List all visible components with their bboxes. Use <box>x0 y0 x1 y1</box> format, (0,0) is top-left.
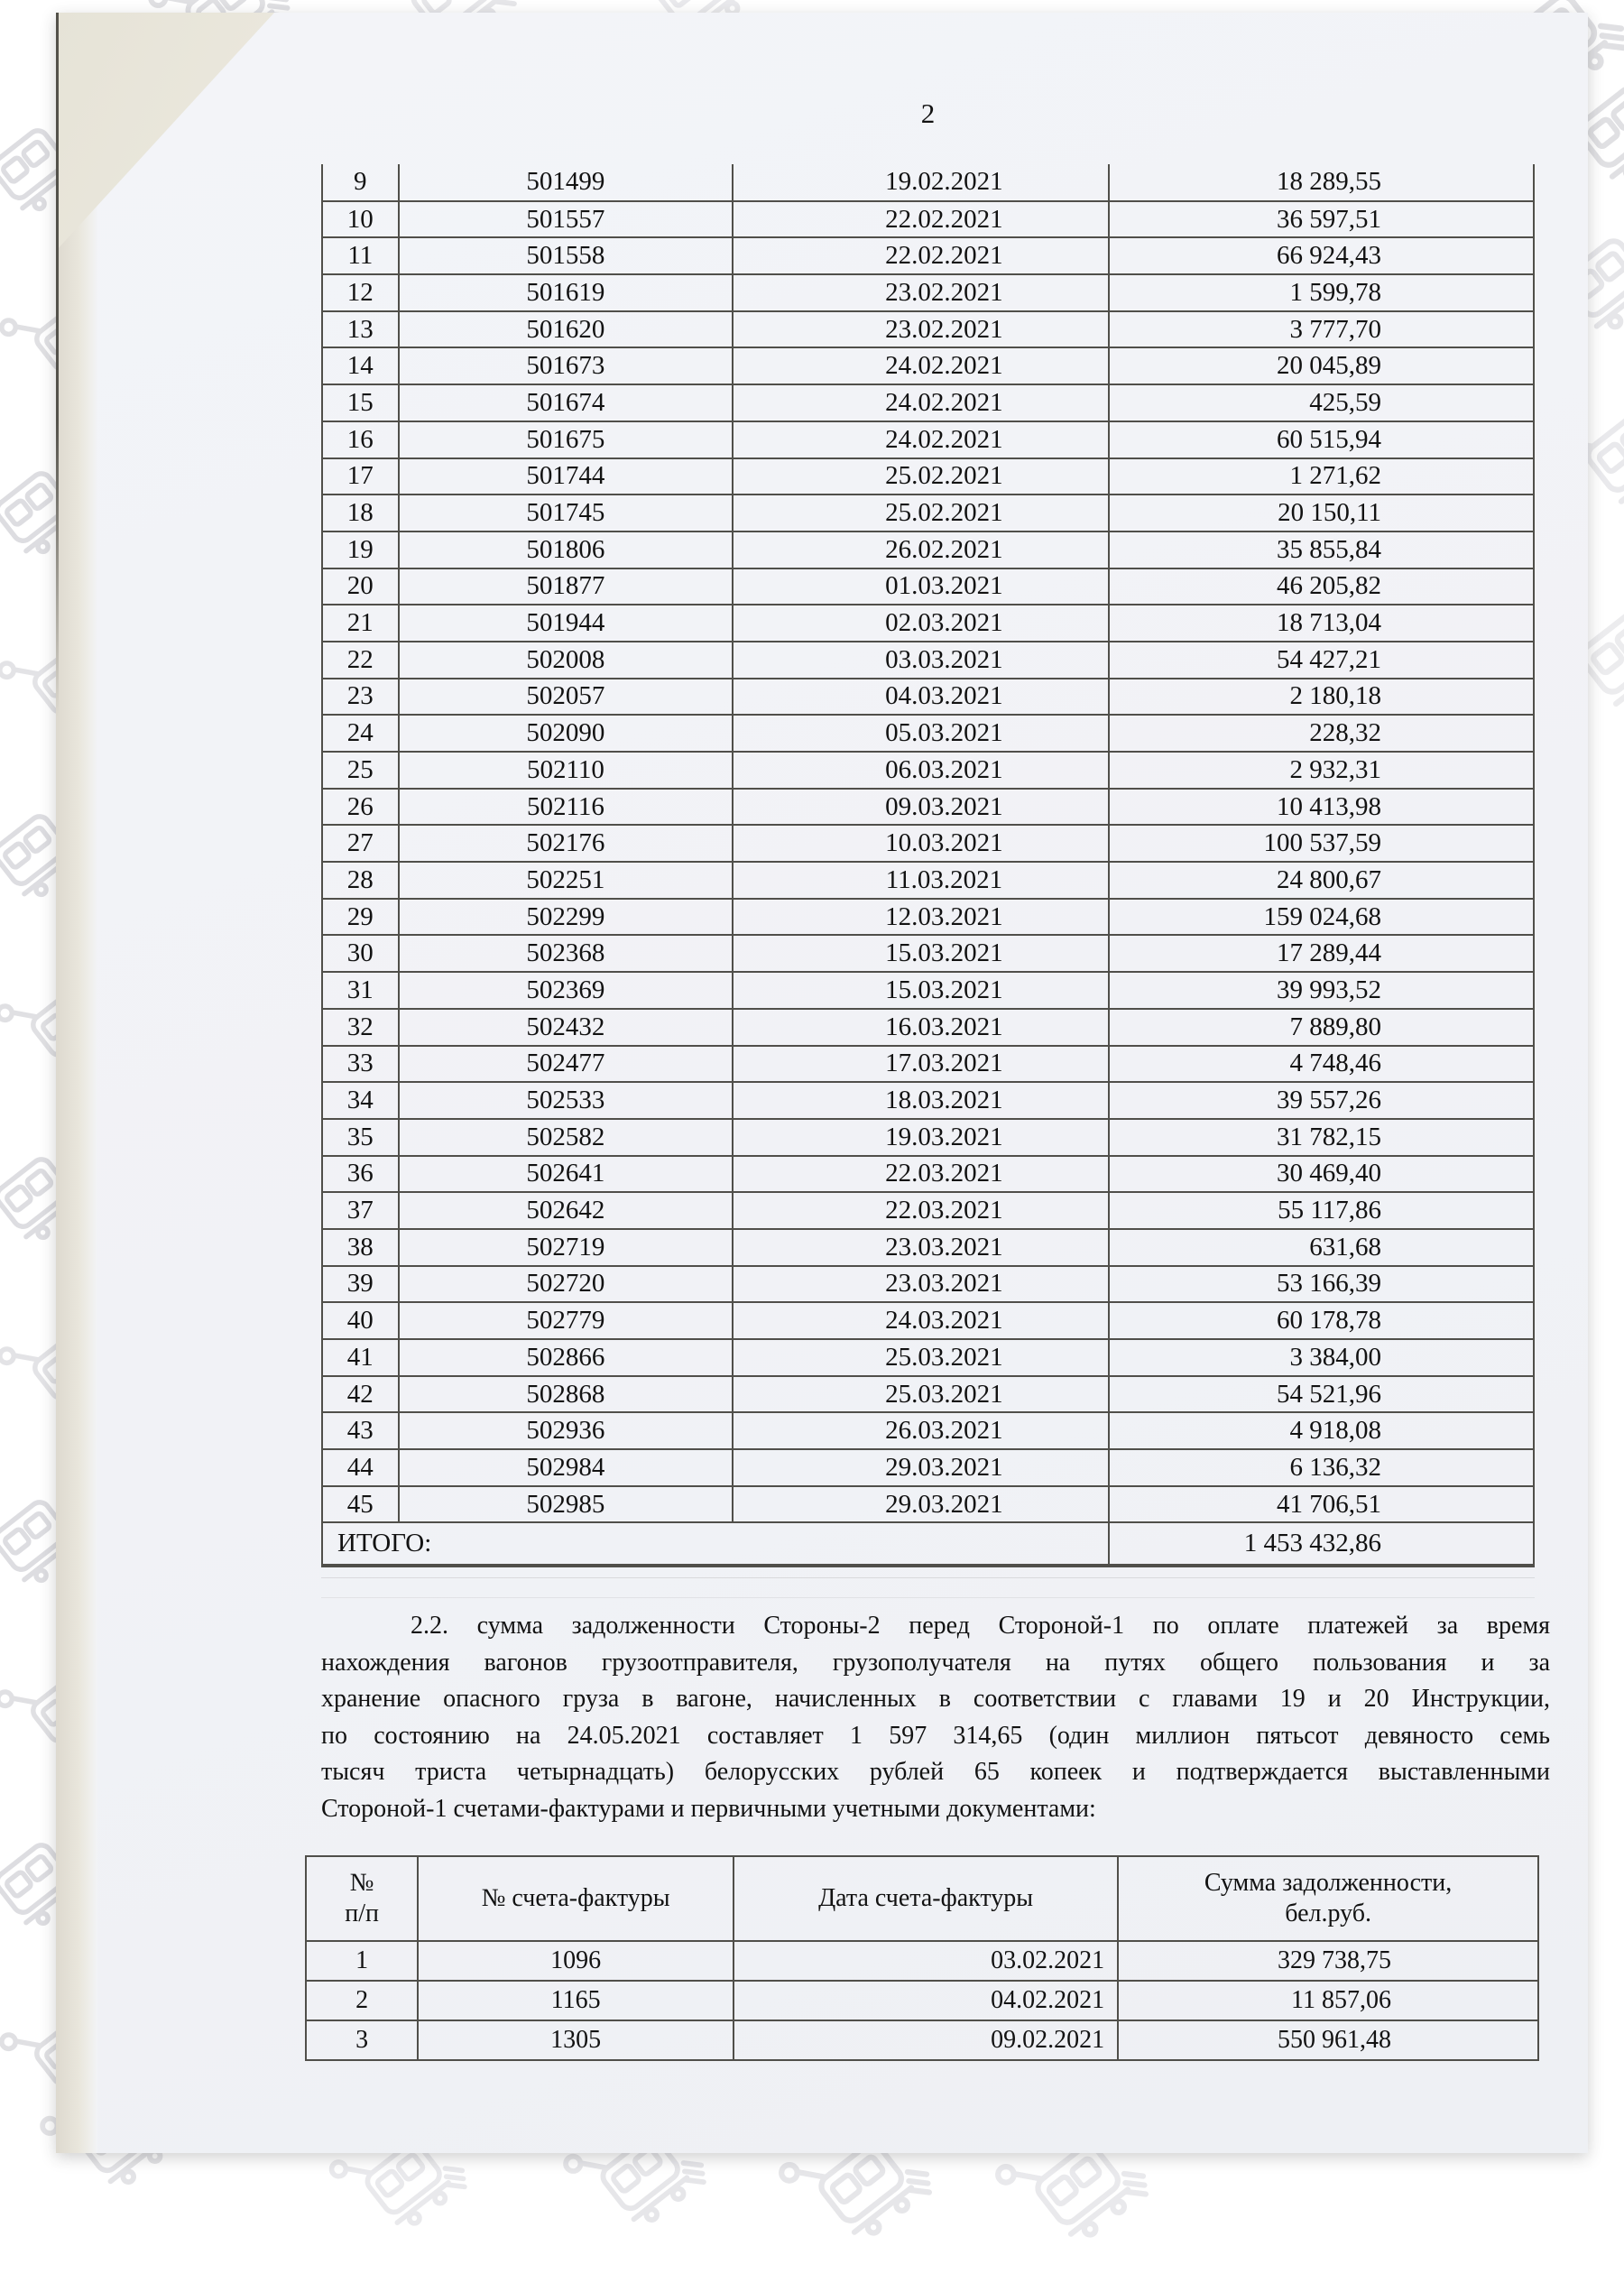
row-number-cell: 26 <box>322 789 399 826</box>
amount-cell: 20 045,89 <box>1109 347 1534 384</box>
table-row <box>322 384 1534 421</box>
invoice-number-cell: 502779 <box>399 1302 734 1339</box>
paragraph-line: нахождения вагонов грузоотправителя, грузополучателя на путях общего пользования и за <box>321 1648 1550 1677</box>
amount-cell: 60 515,94 <box>1109 421 1534 458</box>
invoice-number-cell: 502985 <box>399 1486 734 1523</box>
table-row <box>322 1119 1534 1156</box>
table-row <box>322 1082 1534 1119</box>
invoice-number-cell: 502477 <box>399 1046 734 1083</box>
table-row <box>322 237 1534 274</box>
table-row <box>322 1302 1534 1339</box>
table-row <box>322 1046 1534 1083</box>
invoice-date-cell: 24.02.2021 <box>733 421 1108 458</box>
invoice-number-cell: 502642 <box>399 1192 734 1229</box>
invoice-number-cell: 502868 <box>399 1376 734 1413</box>
table-row <box>322 494 1534 531</box>
header-num: № п/п <box>306 1856 418 1941</box>
header-amount: Сумма задолженности, бел.руб. <box>1118 1856 1538 1941</box>
amount-cell: 2 932,31 <box>1109 752 1534 789</box>
debt-invoices-table <box>321 164 1535 1567</box>
invoice-number-cell: 502432 <box>399 1009 734 1046</box>
invoice-date-cell: 15.03.2021 <box>733 935 1108 972</box>
table-row <box>322 1376 1534 1413</box>
table-row <box>322 1266 1534 1303</box>
invoice-number-cell: 502008 <box>399 642 734 679</box>
row-number-cell: 45 <box>322 1486 399 1523</box>
page-number: 2 <box>920 97 936 129</box>
invoice-date-cell: 11.03.2021 <box>733 862 1108 899</box>
table-row <box>322 1412 1534 1449</box>
row-number-cell: 23 <box>322 679 399 716</box>
table-row <box>306 1941 1538 1981</box>
amount-cell: 53 166,39 <box>1109 1266 1534 1303</box>
table-row <box>322 274 1534 311</box>
invoice-date-cell: 23.03.2021 <box>733 1229 1108 1266</box>
table-row <box>322 862 1534 899</box>
invoice-date-cell: 04.03.2021 <box>733 679 1108 716</box>
invoice-number-cell: 501675 <box>399 421 734 458</box>
clause-2-2-paragraph <box>321 1608 1550 1828</box>
invoice-date-cell: 23.02.2021 <box>733 311 1108 348</box>
row-number-cell: 43 <box>322 1412 399 1449</box>
scanner-edge-strip <box>56 13 97 2153</box>
invoice-date-cell: 23.03.2021 <box>733 1266 1108 1303</box>
amount-cell: 10 413,98 <box>1109 789 1534 826</box>
invoice-number-cell: 502984 <box>399 1449 734 1486</box>
amount-cell: 159 024,68 <box>1109 899 1534 936</box>
invoice-number-cell: 502057 <box>399 679 734 716</box>
invoice-date-cell: 18.03.2021 <box>733 1082 1108 1119</box>
row-number-cell: 18 <box>322 494 399 531</box>
invoice-number-cell: 502176 <box>399 825 734 862</box>
amount-cell: 18 289,55 <box>1109 164 1534 201</box>
amount-cell: 31 782,15 <box>1109 1119 1534 1156</box>
amount-cell: 39 993,52 <box>1109 972 1534 1009</box>
amount-cell: 3 384,00 <box>1109 1339 1534 1376</box>
invoice-number-cell: 502368 <box>399 935 734 972</box>
amount-cell: 17 289,44 <box>1109 935 1534 972</box>
row-number-cell: 13 <box>322 311 399 348</box>
amount-cell: 55 117,86 <box>1109 1192 1534 1229</box>
total-row <box>322 1522 1534 1566</box>
invoice-number-cell: 502936 <box>399 1412 734 1449</box>
table-row <box>306 2020 1538 2060</box>
row-number-cell: 41 <box>322 1339 399 1376</box>
invoice-number-cell: 502720 <box>399 1266 734 1303</box>
invoice-date-cell: 09.03.2021 <box>733 789 1108 826</box>
invoice-date-cell: 26.02.2021 <box>733 531 1108 568</box>
row-number-cell: 15 <box>322 384 399 421</box>
invoice-date-cell: 22.02.2021 <box>733 237 1108 274</box>
invoice-date-cell: 09.02.2021 <box>734 2020 1118 2060</box>
storage-invoices-table <box>305 1855 1539 2061</box>
amount-cell: 3 777,70 <box>1109 311 1534 348</box>
invoice-date-cell: 23.02.2021 <box>733 274 1108 311</box>
amount-cell: 1 599,78 <box>1109 274 1534 311</box>
amount-cell: 7 889,80 <box>1109 1009 1534 1046</box>
header-date: Дата счета-фактуры <box>734 1856 1118 1941</box>
row-number-cell: 2 <box>306 1981 418 2020</box>
row-number-cell: 17 <box>322 458 399 495</box>
amount-cell: 54 521,96 <box>1109 1376 1534 1413</box>
invoice-number-cell: 502090 <box>399 715 734 752</box>
row-number-cell: 10 <box>322 201 399 238</box>
invoice-number-cell: 501944 <box>399 605 734 642</box>
amount-cell: 24 800,67 <box>1109 862 1534 899</box>
paragraph-line: тысяч триста четырнадцать) белорусских рублей 65 копеек и подтверждается выставленными <box>321 1758 1550 1787</box>
invoice-date-cell: 04.02.2021 <box>734 1981 1118 2020</box>
row-number-cell: 22 <box>322 642 399 679</box>
row-number-cell: 35 <box>322 1119 399 1156</box>
amount-cell: 4 918,08 <box>1109 1412 1534 1449</box>
invoice-date-cell: 01.03.2021 <box>733 568 1108 605</box>
row-number-cell: 16 <box>322 421 399 458</box>
row-number-cell: 29 <box>322 899 399 936</box>
table-row <box>322 679 1534 716</box>
amount-cell: 631,68 <box>1109 1229 1534 1266</box>
amount-cell: 39 557,26 <box>1109 1082 1534 1119</box>
invoice-date-cell: 03.03.2021 <box>733 642 1108 679</box>
row-number-cell: 20 <box>322 568 399 605</box>
invoice-date-cell: 05.03.2021 <box>733 715 1108 752</box>
table-row <box>322 531 1534 568</box>
paragraph-line: хранение опасного груза в вагоне, начисленных в соответствии с главами 19 и 20 Инструкции, <box>321 1685 1550 1714</box>
row-number-cell: 27 <box>322 825 399 862</box>
row-number-cell: 39 <box>322 1266 399 1303</box>
folded-corner <box>56 13 274 251</box>
row-number-cell: 38 <box>322 1229 399 1266</box>
amount-cell: 100 537,59 <box>1109 825 1534 862</box>
row-number-cell: 42 <box>322 1376 399 1413</box>
row-number-cell: 36 <box>322 1156 399 1193</box>
invoice-date-cell: 06.03.2021 <box>733 752 1108 789</box>
row-number-cell: 1 <box>306 1941 418 1981</box>
invoice-number-cell: 502533 <box>399 1082 734 1119</box>
table-row <box>322 1229 1534 1266</box>
paragraph-line: Стороной-1 счетами-фактурами и первичными учетными документами: <box>321 1794 1096 1823</box>
amount-cell: 1 271,62 <box>1109 458 1534 495</box>
invoice-date-cell: 24.02.2021 <box>733 347 1108 384</box>
invoice-number-cell: 502369 <box>399 972 734 1009</box>
invoice-number-cell: 501558 <box>399 237 734 274</box>
invoice-date-cell: 22.03.2021 <box>733 1156 1108 1193</box>
paragraph-line: 2.2. сумма задолженности Стороны-2 перед Стороной-1 по оплате платежей за время <box>411 1612 1550 1640</box>
amount-cell: 11 857,06 <box>1118 1981 1538 2020</box>
row-number-cell: 33 <box>322 1046 399 1083</box>
table-row <box>322 1192 1534 1229</box>
table-row <box>322 421 1534 458</box>
invoice-date-cell: 25.03.2021 <box>733 1339 1108 1376</box>
header-row <box>306 1856 1538 1941</box>
table-row <box>322 789 1534 826</box>
invoice-date-cell: 29.03.2021 <box>733 1449 1108 1486</box>
invoice-number-cell: 501744 <box>399 458 734 495</box>
table-row <box>322 1339 1534 1376</box>
invoice-number-cell: 501499 <box>399 164 734 201</box>
invoice-date-cell: 22.02.2021 <box>733 201 1108 238</box>
bleed-through-line <box>321 1597 1535 1598</box>
amount-cell: 550 961,48 <box>1118 2020 1538 2060</box>
invoice-number-cell: 502582 <box>399 1119 734 1156</box>
amount-cell: 425,59 <box>1109 384 1534 421</box>
invoice-number-cell: 501674 <box>399 384 734 421</box>
table-row <box>322 1449 1534 1486</box>
invoice-number-cell: 502299 <box>399 899 734 936</box>
row-number-cell: 14 <box>322 347 399 384</box>
table-row <box>322 605 1534 642</box>
table-row <box>322 972 1534 1009</box>
invoice-number-cell: 1305 <box>418 2020 734 2060</box>
invoice-date-cell: 19.02.2021 <box>733 164 1108 201</box>
invoice-number-cell: 502866 <box>399 1339 734 1376</box>
row-number-cell: 11 <box>322 237 399 274</box>
row-number-cell: 44 <box>322 1449 399 1486</box>
bleed-through-line <box>321 1577 1535 1578</box>
row-number-cell: 32 <box>322 1009 399 1046</box>
row-number-cell: 3 <box>306 2020 418 2060</box>
table-row <box>322 311 1534 348</box>
invoice-date-cell: 29.03.2021 <box>733 1486 1108 1523</box>
invoice-number-cell: 502641 <box>399 1156 734 1193</box>
invoice-number-cell: 502719 <box>399 1229 734 1266</box>
row-number-cell: 34 <box>322 1082 399 1119</box>
amount-cell: 228,32 <box>1109 715 1534 752</box>
paragraph-line: по состоянию на 24.05.2021 составляет 1 597 314,65 (один миллион пятьсот девяносто семь <box>321 1721 1550 1750</box>
invoice-date-cell: 25.02.2021 <box>733 494 1108 531</box>
amount-cell: 4 748,46 <box>1109 1046 1534 1083</box>
row-number-cell: 28 <box>322 862 399 899</box>
table-row <box>306 1981 1538 2020</box>
invoice-date-cell: 26.03.2021 <box>733 1412 1108 1449</box>
table-row <box>322 935 1534 972</box>
row-number-cell: 12 <box>322 274 399 311</box>
invoice-number-cell: 501620 <box>399 311 734 348</box>
row-number-cell: 25 <box>322 752 399 789</box>
row-number-cell: 24 <box>322 715 399 752</box>
table-row <box>322 201 1534 238</box>
table-row <box>322 347 1534 384</box>
invoice-date-cell: 22.03.2021 <box>733 1192 1108 1229</box>
amount-cell: 2 180,18 <box>1109 679 1534 716</box>
amount-cell: 60 178,78 <box>1109 1302 1534 1339</box>
table-row <box>322 642 1534 679</box>
table-row <box>322 1156 1534 1193</box>
invoice-date-cell: 25.02.2021 <box>733 458 1108 495</box>
invoice-number-cell: 1096 <box>418 1941 734 1981</box>
row-number-cell: 21 <box>322 605 399 642</box>
invoice-number-cell: 501745 <box>399 494 734 531</box>
table-row <box>322 1009 1534 1046</box>
row-number-cell: 40 <box>322 1302 399 1339</box>
invoice-date-cell: 15.03.2021 <box>733 972 1108 1009</box>
invoice-date-cell: 02.03.2021 <box>733 605 1108 642</box>
amount-cell: 66 924,43 <box>1109 237 1534 274</box>
table-row <box>322 899 1534 936</box>
invoice-date-cell: 25.03.2021 <box>733 1376 1108 1413</box>
amount-cell: 30 469,40 <box>1109 1156 1534 1193</box>
invoice-date-cell: 24.02.2021 <box>733 384 1108 421</box>
row-number-cell: 37 <box>322 1192 399 1229</box>
row-number-cell: 31 <box>322 972 399 1009</box>
row-number-cell: 9 <box>322 164 399 201</box>
invoice-date-cell: 10.03.2021 <box>733 825 1108 862</box>
amount-cell: 46 205,82 <box>1109 568 1534 605</box>
table-row <box>322 752 1534 789</box>
invoice-number-cell: 501877 <box>399 568 734 605</box>
invoice-date-cell: 16.03.2021 <box>733 1009 1108 1046</box>
table-row <box>322 568 1534 605</box>
invoice-number-cell: 501557 <box>399 201 734 238</box>
amount-cell: 54 427,21 <box>1109 642 1534 679</box>
invoice-date-cell: 17.03.2021 <box>733 1046 1108 1083</box>
invoice-number-cell: 501806 <box>399 531 734 568</box>
table-row <box>322 715 1534 752</box>
amount-cell: 18 713,04 <box>1109 605 1534 642</box>
amount-cell: 20 150,11 <box>1109 494 1534 531</box>
total-amount: 1 453 432,86 <box>1109 1522 1534 1566</box>
amount-cell: 36 597,51 <box>1109 201 1534 238</box>
invoice-number-cell: 501673 <box>399 347 734 384</box>
amount-cell: 35 855,84 <box>1109 531 1534 568</box>
scanned-page <box>56 13 1588 2153</box>
table-row <box>322 825 1534 862</box>
invoice-number-cell: 502110 <box>399 752 734 789</box>
table-row <box>322 458 1534 495</box>
amount-cell: 41 706,51 <box>1109 1486 1534 1523</box>
invoice-date-cell: 03.02.2021 <box>734 1941 1118 1981</box>
invoice-date-cell: 19.03.2021 <box>733 1119 1108 1156</box>
row-number-cell: 19 <box>322 531 399 568</box>
invoice-number-cell: 502251 <box>399 862 734 899</box>
table-row <box>322 1486 1534 1523</box>
row-number-cell: 30 <box>322 935 399 972</box>
table-row <box>322 164 1534 201</box>
invoice-date-cell: 24.03.2021 <box>733 1302 1108 1339</box>
header-invoice: № счета-фактуры <box>418 1856 734 1941</box>
invoice-date-cell: 12.03.2021 <box>733 899 1108 936</box>
invoice-number-cell: 501619 <box>399 274 734 311</box>
total-label: ИТОГО: <box>322 1522 1109 1566</box>
invoice-number-cell: 1165 <box>418 1981 734 2020</box>
scan-edge-line <box>56 13 59 716</box>
invoice-number-cell: 502116 <box>399 789 734 826</box>
amount-cell: 329 738,75 <box>1118 1941 1538 1981</box>
amount-cell: 6 136,32 <box>1109 1449 1534 1486</box>
